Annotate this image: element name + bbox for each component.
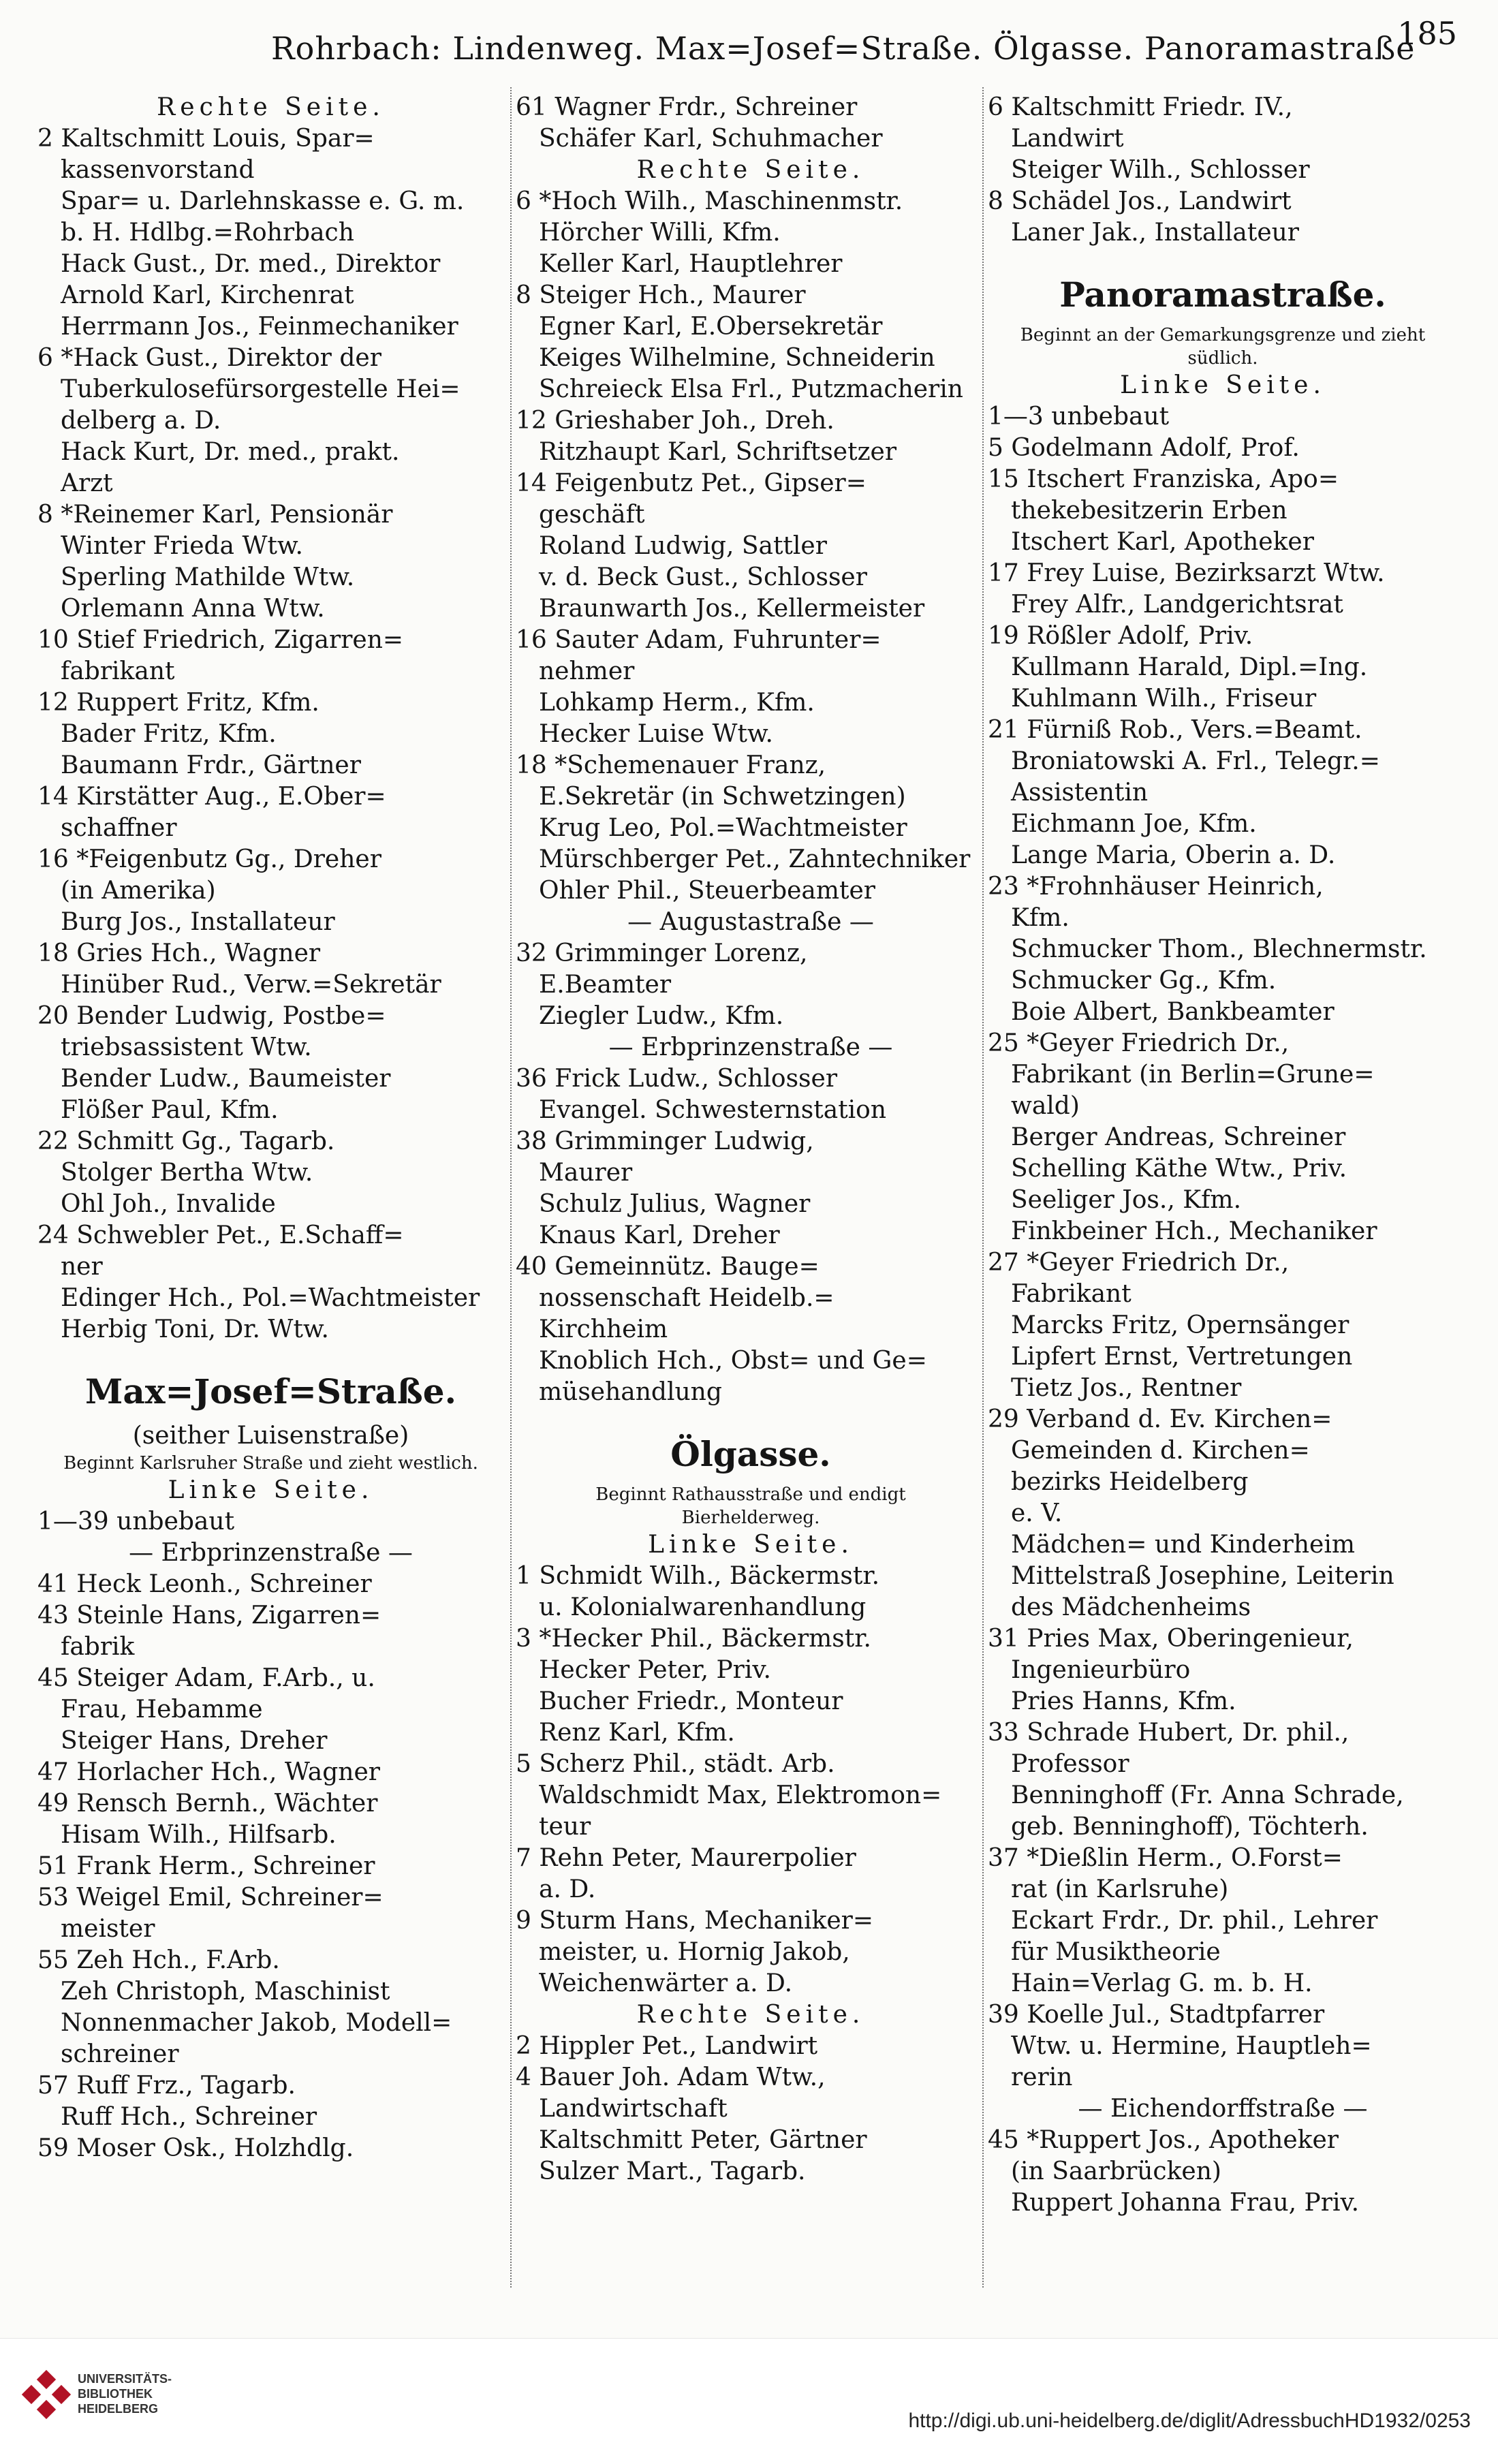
resident-entry: Winter Frieda Wtw.: [61, 532, 303, 560]
house-entry: 20 Bender Ludwig, Postbe=: [37, 1002, 386, 1030]
resident-entry: Ingenieurbüro: [1011, 1656, 1191, 1684]
resident-entry: Renz Karl, Kfm.: [539, 1719, 735, 1747]
resident-entry: Gemeinden d. Kirchen=: [1011, 1437, 1310, 1465]
resident-entry: Mittelstraß Josephine, Leiterin: [1011, 1562, 1394, 1590]
resident-entry: Lange Maria, Oberin a. D.: [1011, 841, 1336, 869]
house-entry: 16 *Feigenbutz Gg., Dreher: [37, 845, 381, 873]
resident-entry: Keller Karl, Hauptlehrer: [539, 250, 843, 278]
resident-entry: fabrik: [61, 1633, 135, 1661]
resident-entry: Knoblich Hch., Obst= und Ge=: [539, 1347, 927, 1375]
resident-entry: bezirks Heidelberg: [1011, 1468, 1249, 1496]
resident-entry: Mürschberger Pet., Zahntechniker: [539, 845, 971, 873]
cross-street-note: — Eichendorffstraße —: [1078, 2095, 1368, 2123]
column-1: [37, 92, 504, 2164]
house-entry: 38 Grimminger Ludwig,: [516, 1127, 814, 1155]
house-entry: 47 Horlacher Hch., Wagner: [37, 1758, 380, 1786]
resident-entry: Schulz Julius, Wagner: [539, 1190, 811, 1218]
footer-bar: [0, 2338, 1498, 2464]
house-entry: 1—39 unbebaut: [37, 1508, 235, 1535]
house-entry: 24 Schwebler Pet., E.Schaff=: [37, 1221, 404, 1249]
resident-entry: delberg a. D.: [61, 407, 221, 435]
resident-entry: Professor: [1011, 1750, 1129, 1778]
resident-entry: Pries Hanns, Kfm.: [1011, 1687, 1236, 1715]
running-title: Rohrbach: Lindenweg. Max=Josef=Straße. Ölgasse. Panoramastraße: [271, 30, 1416, 67]
street-heading: Max=Josef=Straße.: [85, 1371, 456, 1412]
resident-entry: Herbig Toni, Dr. Wtw.: [61, 1315, 329, 1343]
resident-entry: Steiger Hans, Dreher: [61, 1727, 328, 1755]
resident-entry: des Mädchenheims: [1011, 1593, 1251, 1621]
resident-entry: Fabrikant (in Berlin=Grune=: [1011, 1061, 1375, 1089]
house-entry: 3 *Hecker Phil., Bäckermstr.: [516, 1625, 871, 1653]
house-entry: 36 Frick Ludw., Schlosser: [516, 1065, 838, 1093]
resident-entry: Ohl Joh., Invalide: [61, 1190, 276, 1218]
house-entry: 45 Steiger Adam, F.Arb., u.: [37, 1664, 375, 1692]
house-entry: 25 *Geyer Friedrich Dr.,: [988, 1029, 1290, 1057]
house-entry: 53 Weigel Emil, Schreiner=: [37, 1884, 384, 1912]
resident-entry: Schmucker Gg., Kfm.: [1011, 967, 1277, 995]
resident-entry: E.Beamter: [539, 971, 672, 999]
house-entry: 6 *Hack Gust., Direktor der: [37, 344, 381, 372]
house-entry: 4 Bauer Joh. Adam Wtw.,: [516, 2063, 826, 2091]
resident-entry: (in Saarbrücken): [1011, 2157, 1221, 2185]
house-entry: 59 Moser Osk., Holzhdlg.: [37, 2134, 354, 2162]
resident-entry: Herrmann Jos., Feinmechaniker: [61, 313, 458, 341]
resident-entry: Nonnenmacher Jakob, Modell=: [61, 2009, 452, 2037]
resident-entry: Bucher Friedr., Monteur: [539, 1687, 843, 1715]
resident-entry: b. H. Hdlbg.=Rohrbach: [61, 219, 354, 247]
column-3: [988, 92, 1458, 2219]
resident-entry: Sperling Mathilde Wtw.: [61, 563, 355, 591]
resident-entry: Landwirt: [1011, 125, 1124, 153]
resident-entry: Kfm.: [1011, 904, 1070, 932]
resident-entry: Itschert Karl, Apotheker: [1011, 528, 1314, 556]
resident-entry: Frau, Hebamme: [61, 1696, 263, 1724]
resident-entry: Hecker Peter, Priv.: [539, 1656, 771, 1684]
source-url-link[interactable]: http://digi.ub.uni-heidelberg.de/diglit/AdressbuchHD1932/0253: [908, 2410, 1471, 2432]
house-entry: 41 Heck Leonh., Schreiner: [37, 1570, 372, 1598]
resident-entry: Bader Fritz, Kfm.: [61, 720, 277, 748]
resident-entry: Tuberkulosefürsorgestelle Hei=: [61, 375, 461, 403]
resident-entry: v. d. Beck Gust., Schlosser: [539, 563, 867, 591]
resident-entry: Hecker Luise Wtw.: [539, 720, 773, 748]
resident-entry: schaffner: [61, 814, 177, 842]
resident-entry: Ruff Hch., Schreiner: [61, 2103, 317, 2131]
resident-entry: Schelling Käthe Wtw., Priv.: [1011, 1155, 1347, 1183]
house-entry: 8 Schädel Jos., Landwirt: [988, 187, 1292, 215]
house-entry: 17 Frey Luise, Bezirksarzt Wtw.: [988, 559, 1385, 587]
resident-entry: Lipfert Ernst, Vertretungen: [1011, 1343, 1353, 1371]
resident-entry: Landwirtschaft: [539, 2095, 728, 2123]
resident-entry: Hack Gust., Dr. med., Direktor: [61, 250, 441, 278]
resident-entry: für Musiktheorie: [1011, 1938, 1221, 1966]
resident-entry: u. Kolonialwarenhandlung: [539, 1593, 867, 1621]
resident-entry: Assistentin: [1011, 779, 1149, 807]
side-heading: Linke Seite.: [1120, 371, 1326, 399]
resident-entry: thekebesitzerin Erben: [1011, 497, 1288, 525]
resident-entry: Maurer: [539, 1159, 633, 1187]
house-entry: 6 Kaltschmitt Friedr. IV.,: [988, 93, 1293, 121]
resident-entry: wald): [1011, 1092, 1080, 1120]
house-entry: 57 Ruff Frz., Tagarb.: [37, 2072, 296, 2100]
resident-entry: Bender Ludw., Baumeister: [61, 1065, 391, 1093]
house-entry: 15 Itschert Franziska, Apo=: [988, 465, 1339, 493]
cross-street-note: — Erbprinzenstraße —: [129, 1539, 413, 1567]
spacer: [516, 1408, 986, 1426]
house-entry: 55 Zeh Hch., F.Arb.: [37, 1946, 280, 1974]
resident-entry: Fabrikant: [1011, 1280, 1132, 1308]
house-entry: 14 Feigenbutz Pet., Gipser=: [516, 469, 867, 497]
house-entry: 1 Schmidt Wilh., Bäckermstr.: [516, 1562, 880, 1590]
resident-entry: Seeliger Jos., Kfm.: [1011, 1186, 1242, 1214]
house-entry: 8 *Reinemer Karl, Pensionär: [37, 501, 393, 529]
house-entry: 21 Fürniß Rob., Vers.=Beamt.: [988, 716, 1362, 744]
resident-entry: E.Sekretär (in Schwetzingen): [539, 783, 906, 811]
resident-entry: kassenvorstand: [61, 156, 255, 184]
resident-entry: rerin: [1011, 2063, 1073, 2091]
resident-entry: nehmer: [539, 657, 635, 685]
resident-entry: Marcks Fritz, Opernsänger: [1011, 1311, 1349, 1339]
resident-entry: Arnold Karl, Kirchenrat: [61, 281, 354, 309]
house-entry: 39 Koelle Jul., Stadtpfarrer: [988, 2001, 1325, 2029]
resident-entry: Ritzhaupt Karl, Schriftsetzer: [539, 438, 897, 466]
resident-entry: a. D.: [539, 1875, 596, 1903]
side-heading: Linke Seite.: [168, 1476, 374, 1504]
spacer: [988, 249, 1458, 266]
resident-entry: Ruppert Johanna Frau, Priv.: [1011, 2189, 1360, 2217]
house-entry: 1—3 unbebaut: [988, 403, 1170, 431]
resident-entry: Stolger Bertha Wtw.: [61, 1159, 313, 1187]
cross-street-note: — Erbprinzenstraße —: [608, 1033, 893, 1061]
house-entry: 22 Schmitt Gg., Tagarb.: [37, 1127, 335, 1155]
house-entry: 12 Ruppert Fritz, Kfm.: [37, 689, 319, 717]
street-description: Beginnt Rathausstraße und endigt Bierhelderweg.: [595, 1484, 906, 1528]
column-divider: [510, 87, 512, 2288]
resident-entry: meister, u. Hornig Jakob,: [539, 1938, 850, 1966]
resident-entry: Krug Leo, Pol.=Wachtmeister: [539, 814, 907, 842]
cross-street-note: (seither Luisenstraße): [132, 1422, 409, 1450]
resident-entry: geschäft: [539, 501, 645, 529]
house-entry: 14 Kirstätter Aug., E.Ober=: [37, 783, 386, 811]
house-entry: 43 Steinle Hans, Zigarren=: [37, 1602, 381, 1629]
resident-entry: (in Amerika): [61, 877, 216, 905]
resident-entry: Finkbeiner Hch., Mechaniker: [1011, 1217, 1377, 1245]
resident-entry: Schreieck Elsa Frl., Putzmacherin: [539, 375, 963, 403]
spacer: [37, 1345, 504, 1363]
house-entry: 9 Sturm Hans, Mechaniker=: [516, 1907, 874, 1935]
library-logo-icon: [25, 2373, 68, 2416]
house-entry: 23 *Frohnhäuser Heinrich,: [988, 873, 1324, 901]
house-entry: 29 Verband d. Ev. Kirchen=: [988, 1405, 1332, 1433]
resident-entry: Eichmann Joe, Kfm.: [1011, 810, 1257, 838]
resident-entry: Mädchen= und Kinderheim: [1011, 1531, 1355, 1559]
house-entry: 18 Gries Hch., Wagner: [37, 939, 321, 967]
house-entry: 19 Rößler Adolf, Priv.: [988, 622, 1253, 650]
resident-entry: schreiner: [61, 2040, 179, 2068]
house-entry: 16 Sauter Adam, Fuhrunter=: [516, 626, 881, 654]
resident-entry: Flößer Paul, Kfm.: [61, 1096, 279, 1124]
resident-entry: Hörcher Willi, Kfm.: [539, 219, 781, 247]
house-entry: 5 Scherz Phil., städt. Arb.: [516, 1750, 835, 1778]
resident-entry: Burg Jos., Installateur: [61, 908, 335, 936]
street-heading: Ölgasse.: [670, 1434, 831, 1474]
house-entry: 5 Godelmann Adolf, Prof.: [988, 434, 1300, 462]
house-entry: 2 Hippler Pet., Landwirt: [516, 2032, 818, 2060]
resident-entry: Benninghoff (Fr. Anna Schrade,: [1011, 1781, 1404, 1809]
resident-entry: teur: [539, 1813, 591, 1841]
page-number: 185: [1397, 15, 1457, 52]
resident-entry: Baumann Frdr., Gärtner: [61, 751, 361, 779]
street-heading: Panoramastraße.: [1059, 275, 1386, 315]
resident-entry: Weichenwärter a. D.: [539, 1969, 793, 1997]
resident-entry: Waldschmidt Max, Elektromon=: [539, 1781, 942, 1809]
side-heading: Linke Seite.: [648, 1531, 854, 1559]
resident-entry: Berger Andreas, Schreiner: [1011, 1123, 1346, 1151]
resident-entry: Ziegler Ludw., Kfm.: [539, 1002, 784, 1030]
resident-entry: Ohler Phil., Steuerbeamter: [539, 877, 875, 905]
house-entry: 27 *Geyer Friedrich Dr.,: [988, 1249, 1290, 1277]
resident-entry: meister: [61, 1915, 155, 1943]
house-entry: 10 Stief Friedrich, Zigarren=: [37, 626, 404, 654]
house-entry: 61 Wagner Frdr., Schreiner: [516, 93, 858, 121]
house-entry: 45 *Ruppert Jos., Apotheker: [988, 2126, 1339, 2154]
house-entry: 37 *Dießlin Herm., O.Forst=: [988, 1844, 1343, 1872]
resident-entry: Steiger Wilh., Schlosser: [1011, 156, 1310, 184]
resident-entry: rat (in Karlsruhe): [1011, 1875, 1229, 1903]
house-entry: 51 Frank Herm., Schreiner: [37, 1852, 375, 1880]
resident-entry: Kullmann Harald, Dipl.=Ing.: [1011, 653, 1368, 681]
resident-entry: müsehandlung: [539, 1378, 722, 1406]
resident-entry: Sulzer Mart., Tagarb.: [539, 2157, 806, 2185]
resident-entry: Schäfer Karl, Schuhmacher: [539, 125, 883, 153]
resident-entry: Evangel. Schwesternstation: [539, 1096, 887, 1124]
resident-entry: Roland Ludwig, Sattler: [539, 532, 827, 560]
resident-entry: Schmucker Thom., Blechnermstr.: [1011, 935, 1427, 963]
resident-entry: Spar= u. Darlehnskasse e. G. m.: [61, 187, 465, 215]
resident-entry: Hisam Wilh., Hilfsarb.: [61, 1821, 337, 1849]
resident-entry: Kaltschmitt Peter, Gärtner: [539, 2126, 867, 2154]
house-entry: 31 Pries Max, Oberingenieur,: [988, 1625, 1354, 1653]
resident-entry: Edinger Hch., Pol.=Wachtmeister: [61, 1284, 480, 1312]
resident-entry: Hinüber Rud., Verw.=Sekretär: [61, 971, 441, 999]
side-heading: Rechte Seite.: [157, 93, 385, 121]
side-heading: Rechte Seite.: [636, 156, 865, 184]
resident-entry: Kuhlmann Wilh., Friseur: [1011, 685, 1317, 713]
resident-entry: Lohkamp Herm., Kfm.: [539, 689, 815, 717]
resident-entry: Knaus Karl, Dreher: [539, 1221, 780, 1249]
resident-entry: Arzt: [61, 469, 113, 497]
library-name: UNIVERSITÄTS- BIBLIOTHEK HEIDELBERG: [78, 2372, 172, 2416]
house-entry: 18 *Schemenauer Franz,: [516, 751, 826, 779]
resident-entry: Egner Karl, E.Obersekretär: [539, 313, 883, 341]
resident-entry: nossenschaft Heidelb.=: [539, 1284, 834, 1312]
page-header: [0, 0, 1498, 92]
resident-entry: Zeh Christoph, Maschinist: [61, 1978, 390, 2006]
resident-entry: Boie Albert, Bankbeamter: [1011, 998, 1335, 1026]
resident-entry: ner: [61, 1253, 103, 1281]
library-logo[interactable]: [25, 2370, 172, 2445]
resident-entry: geb. Benninghoff), Töchterh.: [1011, 1813, 1369, 1841]
resident-entry: Tietz Jos., Rentner: [1011, 1374, 1242, 1402]
house-entry: 40 Gemeinnütz. Bauge=: [516, 1253, 820, 1281]
resident-entry: fabrikant: [61, 657, 175, 685]
resident-entry: e. V.: [1011, 1499, 1063, 1527]
house-entry: 32 Grimminger Lorenz,: [516, 939, 808, 967]
resident-entry: Keiges Wilhelmine, Schneiderin: [539, 344, 935, 372]
house-entry: 8 Steiger Hch., Maurer: [516, 281, 806, 309]
resident-entry: Orlemann Anna Wtw.: [61, 595, 325, 623]
resident-entry: Broniatowski A. Frl., Telegr.=: [1011, 747, 1380, 775]
resident-entry: Hain=Verlag G. m. b. H.: [1011, 1969, 1313, 1997]
house-entry: 49 Rensch Bernh., Wächter: [37, 1790, 378, 1818]
resident-entry: Wtw. u. Hermine, Hauptleh=: [1011, 2032, 1372, 2060]
house-entry: 33 Schrade Hubert, Dr. phil.,: [988, 1719, 1349, 1747]
resident-entry: Frey Alfr., Landgerichtsrat: [1011, 591, 1343, 619]
house-entry: 7 Rehn Peter, Maurerpolier: [516, 1844, 856, 1872]
house-entry: 2 Kaltschmitt Louis, Spar=: [37, 125, 375, 153]
cross-street-note: — Augustastraße —: [627, 908, 874, 936]
side-heading: Rechte Seite.: [636, 2001, 865, 2029]
resident-entry: Laner Jak., Installateur: [1011, 219, 1300, 247]
street-description: Beginnt an der Gemarkungsgrenze und zieht südlich.: [1020, 325, 1426, 369]
resident-entry: Kirchheim: [539, 1315, 668, 1343]
resident-entry: Hack Kurt, Dr. med., prakt.: [61, 438, 400, 466]
resident-entry: Braunwarth Jos., Kellermeister: [539, 595, 925, 623]
resident-entry: Eckart Frdr., Dr. phil., Lehrer: [1011, 1907, 1378, 1935]
house-entry: 6 *Hoch Wilh., Maschinenmstr.: [516, 187, 903, 215]
resident-entry: triebsassistent Wtw.: [61, 1033, 312, 1061]
street-description: Beginnt Karlsruher Straße und zieht westlich.: [63, 1453, 478, 1473]
column-2: [516, 92, 986, 2187]
house-entry: 12 Grieshaber Joh., Dreh.: [516, 407, 834, 435]
